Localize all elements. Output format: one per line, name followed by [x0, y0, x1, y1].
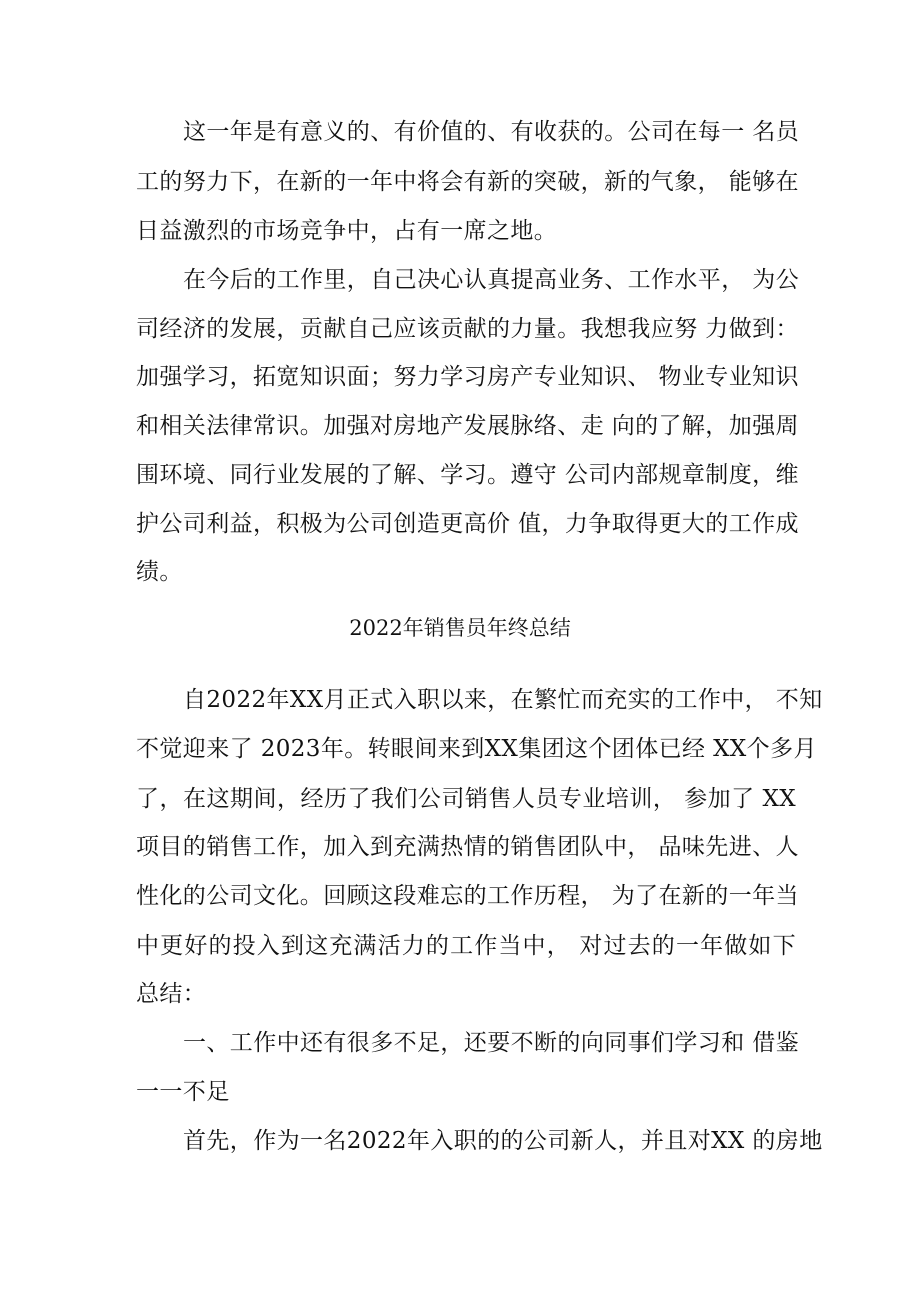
paragraph-1-line-3: 日益激烈的市场竞争中，占有一席之地。 — [136, 218, 558, 244]
paragraph-3-line-3: 了，在这期间，经历了我们公司销售人员专业培训， 参加了 XX — [136, 786, 796, 812]
paragraph-3-line-2: 不觉迎来了 2023年。转眼间来到XX集团这个团体已经 XX个多月 — [136, 736, 817, 762]
paragraph-3-line-6: 中更好的投入到这充满活力的工作当中， 对过去的一年做如下 — [136, 933, 796, 959]
paragraph-2-line-4: 和相关法律常识。加强对房地产发展脉络、走 向的了解，加强周 — [136, 413, 799, 439]
paragraph-3-line-7: 总结： — [136, 981, 207, 1007]
paragraph-3-line-5: 性化的公司文化。回顾这段难忘的工作历程， 为了在新的一年当 — [136, 883, 799, 909]
paragraph-3-line-1: 自2022年XX月正式入职以来，在繁忙而充实的工作中， 不知 — [183, 687, 823, 713]
paragraph-2-line-1: 在今后的工作里，自己决心认真提高业务、工作水平， 为公 — [183, 267, 800, 293]
paragraph-2-line-7: 绩。 — [136, 559, 183, 585]
paragraph-1-line-2: 工的努力下，在新的一年中将会有新的突破，新的气象， 能够在 — [136, 169, 799, 195]
paragraph-5-line-1: 首先，作为一名2022年入职的的公司新人，并且对XX 的房地 — [183, 1128, 823, 1154]
paragraph-2-line-6: 护公司利益，积极为公司创造更高价 值，力争取得更大的工作成 — [136, 511, 799, 537]
paragraph-4-line-1: 一、工作中还有很多不足，还要不断的向同事们学习和 借鉴 — [183, 1030, 800, 1056]
paragraph-3-line-4: 项目的销售工作，加入到充满热情的销售团队中， 品味先进、人 — [136, 834, 799, 860]
paragraph-2-line-3: 加强学习，拓宽知识面；努力学习房产专业知识、 物业专业知识 — [136, 364, 799, 390]
paragraph-1-line-1: 这一年是有意义的、有价值的、有收获的。公司在每一 名员 — [183, 119, 800, 145]
paragraph-2-line-5: 围环境、同行业发展的了解、学习。遵守 公司内部规章制度，维 — [136, 462, 799, 488]
paragraph-2-line-2: 司经济的发展，贡献自己应该贡献的力量。我想我应努 力做到： — [136, 316, 799, 342]
document-title: 2022年销售员年终总结 — [349, 616, 571, 640]
paragraph-4-line-2: 一一不足 — [136, 1079, 230, 1105]
